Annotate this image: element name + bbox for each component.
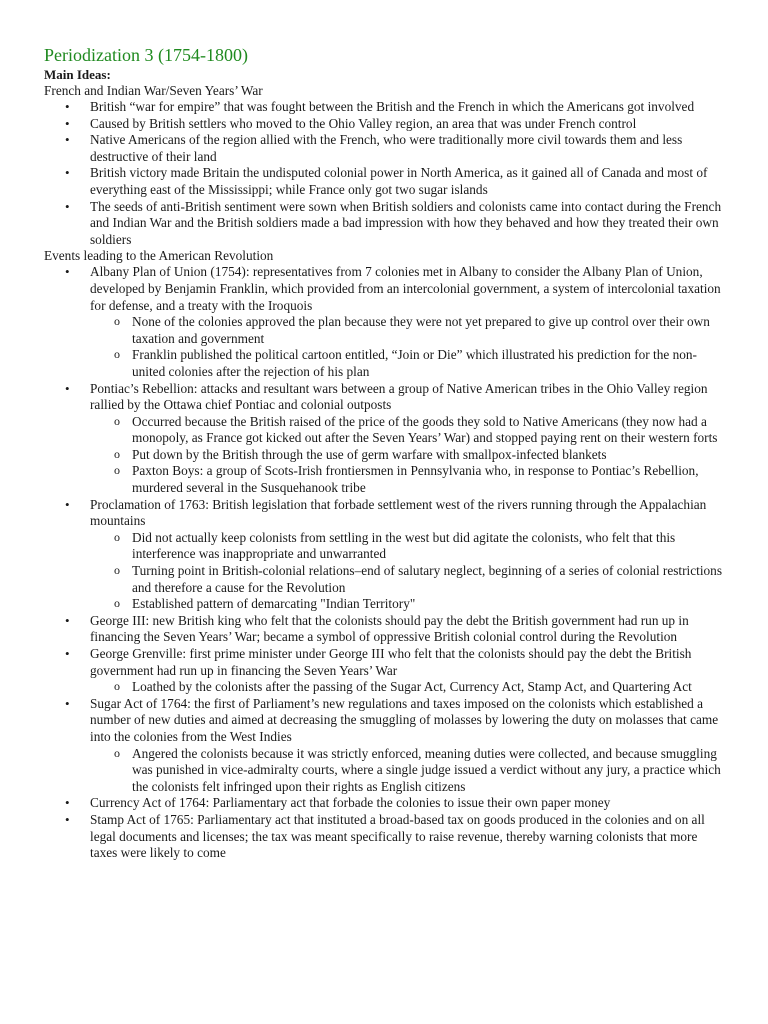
bullet-item: • Native Americans of the region allied with the French, who were traditionally more civil towards them and less destructive of their land <box>44 132 728 165</box>
bullet-item: • Sugar Act of 1764: the first of Parliament’s new regulations and taxes imposed on the colonists which established a number of new duties and aimed at decreasing the smuggling of molasses by lowering the duty on molasses that came into the colonies from the West Indies <box>44 696 728 746</box>
bullet-item: • Pontiac’s Rebellion: attacks and resultant wars between a group of Native American tribes in the Ohio Valley region rallied by the Ottawa chief Pontiac and colonial outposts <box>44 381 728 414</box>
bullet-item: • Albany Plan of Union (1754): representatives from 7 colonies met in Albany to consider the Albany Plan of Union, developed by Benjamin Franklin, which provided from an intercolonial government, a system of intercolonial taxation for defense, and a treaty with the Iroquois <box>44 264 728 314</box>
bullet-item: • George Grenville: first prime minister under George III who felt that the colonists should pay the debt the British government had run up in financing the Seven Years’ War <box>44 646 728 679</box>
bullet-item: • Proclamation of 1763: British legislation that forbade settlement west of the rivers running through the Appalachian mountains <box>44 497 728 530</box>
section-heading: Events leading to the American Revolution <box>44 248 274 264</box>
sub-bullet-item: o Established pattern of demarcating "Indian Territory" <box>44 596 728 613</box>
bullet-item: • The seeds of anti-British sentiment were sown when British soldiers and colonists came into contact during the French and Indian War and the British soldiers made a bad impression with how they behaved and how they treated their own soldiers <box>44 199 728 249</box>
sub-bullet-item: o None of the colonies approved the plan because they were not yet prepared to give up control over their own taxation and government <box>44 314 728 347</box>
page-title: Periodization 3 (1754-1800) <box>44 45 248 65</box>
bullet-list <box>44 99 728 248</box>
bullet-list <box>44 264 728 861</box>
main-ideas-label: Main Ideas: <box>44 67 111 82</box>
bullet-item: • British victory made Britain the undisputed colonial power in North America, as it gained all of Canada and most of everything east of the Mississippi; while France only got two sugar islands <box>44 165 728 198</box>
bullet-item: • Currency Act of 1764: Parliamentary act that forbade the colonies to issue their own paper money <box>44 795 728 812</box>
sub-bullet-item: o Did not actually keep colonists from settling in the west but did agitate the colonists, who felt that this interference was inappropriate and unwarranted <box>44 530 728 563</box>
sub-bullet-item: o Loathed by the colonists after the passing of the Sugar Act, Currency Act, Stamp Act, and Quartering Act <box>44 679 728 696</box>
bullet-item: • Stamp Act of 1765: Parliamentary act that instituted a broad-based tax on goods produced in the colonies and on all legal documents and licenses; the tax was meant specifically to raise revenue, thereby warning colonists that more taxes were likely to come <box>44 812 728 862</box>
bullet-item: • George III: new British king who felt that the colonists should pay the debt the British government had run up in financing the Seven Years’ War; became a symbol of oppressive British colonial control during the Revolution <box>44 613 728 646</box>
sub-bullet-item: o Turning point in British-colonial relations–end of salutary neglect, beginning of a series of colonial restrictions and therefore a cause for the Revolution <box>44 563 728 596</box>
sub-bullet-item: o Put down by the British through the use of germ warfare with smallpox-infected blankets <box>44 447 728 464</box>
bullet-item: • British “war for empire” that was fought between the British and the French in which the Americans got involved <box>44 99 728 116</box>
sub-bullet-item: o Occurred because the British raised of the price of the goods they sold to Native Americans (they now had a monopoly, as France got kicked out after the Seven Years’ War) and stopped paying rent on their western forts <box>44 414 728 447</box>
sub-bullet-item: o Angered the colonists because it was strictly enforced, meaning duties were collected, and because smuggling was punished in vice-admiralty courts, where a single judge issued a verdict without any jury, a practice which the colonists felt infringed upon their rights as English citizens <box>44 746 728 796</box>
bullet-item: • Caused by British settlers who moved to the Ohio Valley region, an area that was under French control <box>44 116 728 133</box>
section-heading: French and Indian War/Seven Years’ War <box>44 83 263 98</box>
sub-bullet-item: o Franklin published the political cartoon entitled, “Join or Die” which illustrated his prediction for the non-united colonies after the rejection of his plan <box>44 347 728 380</box>
sections-container <box>44 83 728 862</box>
sub-bullet-item: o Paxton Boys: a group of Scots-Irish frontiersmen in Pennsylvania who, in response to Pontiac’s Rebellion, murdered several in the Susquehanook tribe <box>44 463 728 496</box>
